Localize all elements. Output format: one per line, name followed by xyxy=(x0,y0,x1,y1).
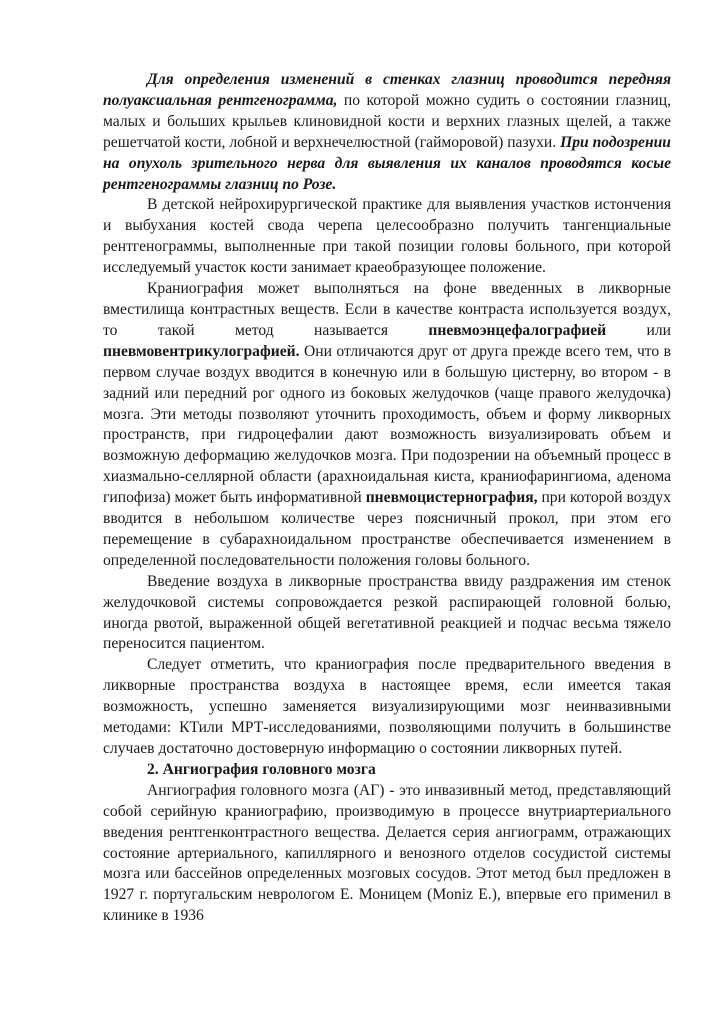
paragraph-angiography-definition xyxy=(103,781,671,927)
term-pneumoencephalography: пневмоэнцефалографией xyxy=(428,321,607,339)
paragraph-noninvasive-methods xyxy=(103,655,671,760)
paragraph-text: Ангиография головного мозга (АГ) - это инвазивный метод, представляющий собой серийную краниографию, производимую в процессе внутриартериального введения рентгенконтрастного вещества. Делается серия ангиограмм, отражающих состояние артериального, капиллярного и венозного отделов сосудистой системы мозга или бассейнов определенных мозговых сосудов. Этот метод был предложен в 1927 г. португальским неврологом Е. Моницем (Moniz E.), впервые его применил в клинике в 1936 xyxy=(103,781,671,925)
paragraph-text: Следует отметить, что краниография после предварительного введения в ликворные пространства воздуха в настоящее время, если имеется такая возможность, успешно заменяется визуализирующими мозг неинвазивными методами: КТили МРТ-исследованиями, позволяющими получить в большинстве случаев достаточно достоверную информацию о состоянии ликворных путей. xyxy=(103,656,671,757)
paragraph-text: при которой воздух вводится в небольшом количестве через поясничный прокол, при этом его перемещение в субарахноидальном пространстве обеспечивается изменением в определенной последовательности положения головы больного. xyxy=(103,489,671,569)
paragraph-text: Введение воздуха в ликворные пространства ввиду раздражения им стенок желудочковой системы сопровождается резкой распирающей головной болью, иногда рвотой, выраженной общей вегетативной реакцией и подчас весьма тяжело переносится пациентом. xyxy=(103,572,671,653)
paragraph-text: Краниография может выполняться на фоне введенных в ликворные вместилища контрастных веществ. Если в качестве контраста используется воздух, то такой метод называется xyxy=(103,280,671,339)
paragraph-text: или xyxy=(606,321,671,339)
emphasis-semiaxial-radiograph: Для определения изменений в стенках глазниц проводится передняя полуаксиальная рентгенограмма, xyxy=(103,71,671,109)
paragraph-tangential-radiographs xyxy=(103,195,671,279)
paragraph-orbit-radiography xyxy=(103,70,671,195)
paragraph-text: В детской нейрохирургической практике для выявления участков истончения и выбухания костей свода черепа целесообразно получить тангенциальные рентгенограммы, выполненные при такой позиции головы больного, при которой исследуемый участок кости занимает краеобразующее положение. xyxy=(103,196,671,277)
paragraph-air-introduction xyxy=(103,572,671,656)
paragraph-contrast-craniography xyxy=(103,279,671,572)
paragraph-text: Они отличаются друг от друга прежде всего тем, что в первом случае воздух вводится в конечную или в большую цистерну, во втором - в задний или передний рог одного из боковых желудочков (чаще правого желудочка) мозга. Эти методы позволяют уточнить проходимость, объем и форму ликворных пространств, при гидроцефалии дают возможность визуализировать объем и возможную деформацию желудочков мозга. При подозрении на объемный процесс в хиазмально-селлярной области (арахноидальная киста, краниофарингиома, аденома гипофиза) может быть информативной xyxy=(103,342,671,507)
document-page xyxy=(103,70,671,927)
term-pneumocisternography: пневмоцистернография, xyxy=(365,489,538,507)
emphasis-optic-nerve-tumor: При подозрении на опухоль зрительного нерва для выявления их каналов проводятся косые рентгенограммы глазниц по Розе. xyxy=(103,133,671,193)
section-heading-angiography: 2. Ангиография головного мозга xyxy=(147,760,376,778)
paragraph-text: по которой можно судить о состоянии глазниц, малых и больших крыльев клиновидной кости и верхних глазных щелей, а также решетчатой кости, лобной и верхнечелюстной (гайморовой) пазухи. xyxy=(103,91,672,151)
term-pneumoventriculography: пневмовентрикулографией. xyxy=(103,342,300,360)
